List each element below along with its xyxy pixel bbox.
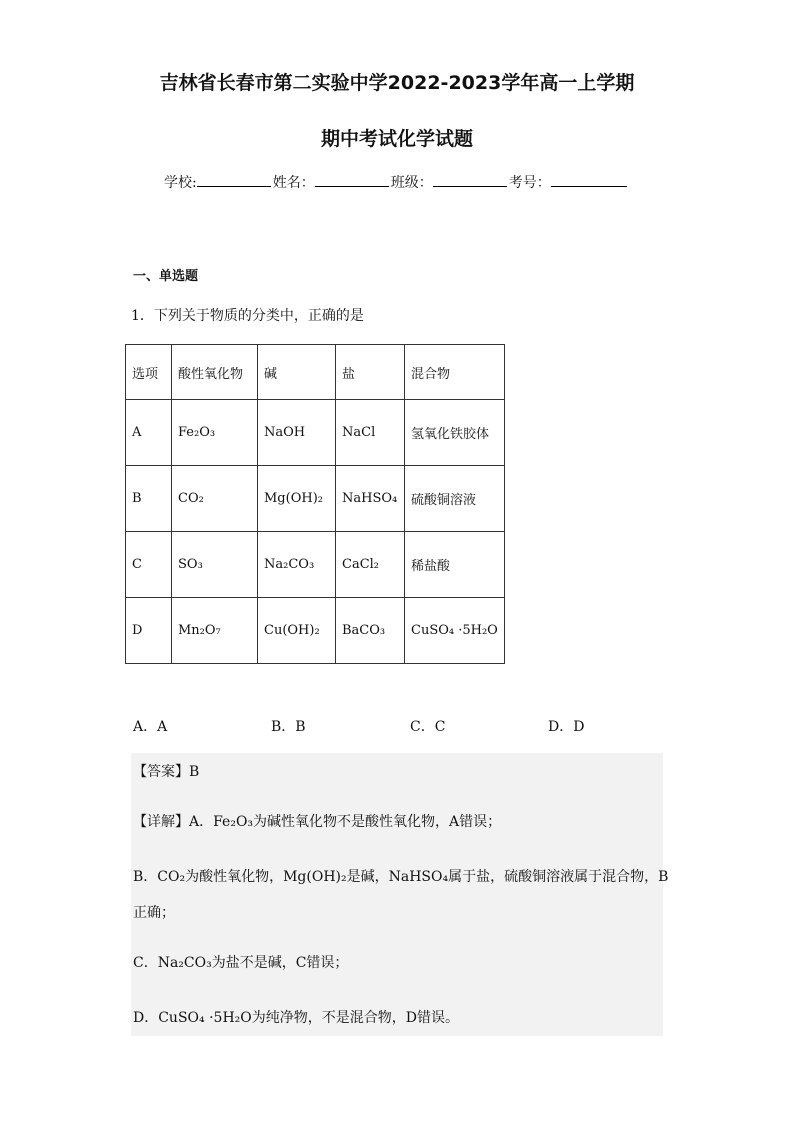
option-b[interactable]: B．B: [271, 719, 306, 735]
detail-a: 【详解】A．Fe₂O₃为碱性氧化物不是酸性氧化物，A错误；: [133, 814, 502, 830]
table-cell: CaCl₂: [336, 532, 405, 598]
table-cell: Mg(OH)₂: [258, 466, 336, 532]
table-row: [126, 400, 505, 466]
option-d[interactable]: D．D: [548, 719, 585, 735]
table-cell: NaCl: [336, 400, 405, 466]
table-cell: A: [126, 400, 172, 466]
table-cell: D: [126, 598, 172, 664]
table-cell: SO₃: [172, 532, 258, 598]
table-header-cell: 酸性氧化物: [172, 345, 258, 400]
option-a[interactable]: A．A: [133, 719, 168, 735]
table-row: [126, 466, 505, 532]
table-row: [126, 532, 505, 598]
table-header-cell: 盐: [336, 345, 405, 400]
option-c[interactable]: C．C: [410, 719, 446, 735]
exam-title-line1: 吉林省长春市第二实验中学2022-2023学年高一上学期: [159, 72, 635, 94]
table-header-cell: 碱: [258, 345, 336, 400]
detail-b-line2: 正确；: [133, 905, 175, 921]
table-cell: CO₂: [172, 466, 258, 532]
table-cell: Fe₂O₃: [172, 400, 258, 466]
answer-line: 【答案】B: [133, 764, 200, 780]
section-title: 一、单选题: [133, 269, 199, 284]
table-cell: NaHSO₄: [336, 466, 405, 532]
table-cell: CuSO₄ ·5H₂O: [405, 598, 505, 664]
table-cell: B: [126, 466, 172, 532]
table-header-cell: 选项: [126, 345, 172, 400]
table-cell: Mn₂O₇: [172, 598, 258, 664]
class-label: 班级：: [390, 175, 433, 191]
student-info-line: [164, 172, 629, 192]
table-row: [126, 598, 505, 664]
detail-c: C．Na₂CO₃为盐不是碱，C错误；: [133, 955, 349, 971]
table-header-cell: 混合物: [405, 345, 505, 400]
classification-table: [125, 344, 505, 664]
question-stem: 1．下列关于物质的分类中，正确的是: [131, 308, 364, 324]
exam-title-line2: 期中考试化学试题: [320, 128, 473, 150]
table-cell: 硫酸铜溶液: [405, 466, 505, 532]
answer-explanation-box: [131, 753, 663, 1036]
table-cell: Na₂CO₃: [258, 532, 336, 598]
id-blank[interactable]: [551, 172, 627, 187]
table-cell: Cu(OH)₂: [258, 598, 336, 664]
table-cell: 稀盐酸: [405, 532, 505, 598]
table-cell: 氢氧化铁胶体: [405, 400, 505, 466]
detail-b-line1: B．CO₂为酸性氧化物，Mg(OH)₂是碱，NaHSO₄属于盐，硫酸铜溶液属于混合物，B: [133, 869, 669, 885]
table-cell: NaOH: [258, 400, 336, 466]
name-label: 姓名：: [272, 175, 315, 191]
detail-d: D．CuSO₄ ·5H₂O为纯净物，不是混合物，D错误。: [133, 1010, 459, 1026]
id-label: 考号：: [508, 175, 551, 191]
school-blank[interactable]: [197, 172, 271, 187]
table-cell: C: [126, 532, 172, 598]
school-label: 学校:: [164, 175, 197, 191]
class-blank[interactable]: [433, 172, 507, 187]
table-cell: BaCO₃: [336, 598, 405, 664]
name-blank[interactable]: [315, 172, 389, 187]
table-header-row: [126, 345, 505, 400]
